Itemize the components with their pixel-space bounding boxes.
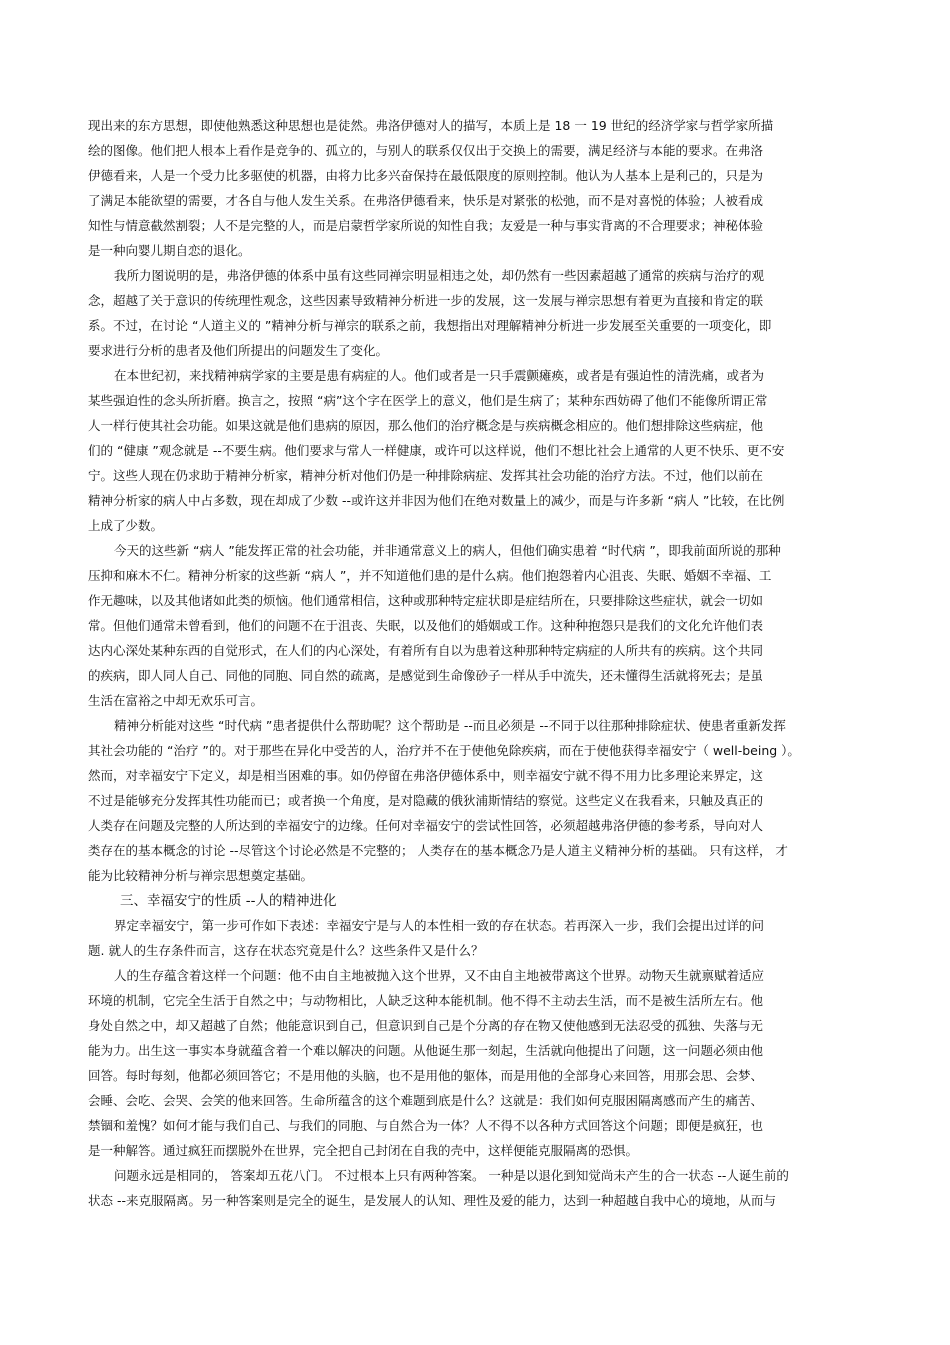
section-heading: 三、幸福安宁的性质 --人的精神进化 bbox=[120, 893, 337, 909]
text-line: 某些强迫性的念头所折磨。换言之，按照 “病”这个字在医学上的意义，他们是生病了；某种东西妨碍了他们不能像所谓正常 bbox=[88, 393, 768, 408]
text-line: 在本世纪初，来找精神病学家的主要是患有病症的人。他们或者是一只手震颤瘫痪，或者是有强迫性的清洗痛，或者为 bbox=[114, 368, 765, 383]
text-line: 其社会功能的 “治疗 ”的。对于那些在异化中受苦的人，治疗并不在于使他免除疾病，而在于使他获得幸福安宁（ well-being ）。 bbox=[88, 743, 800, 758]
text-line: 题. 就人的生存条件而言，这存在状态究竟是什么？这些条件又是什么？ bbox=[88, 943, 484, 958]
text-line: 精神分析能对这些 “时代病 ”患者提供什么帮助呢？这个帮助是 --而且必须是 --不同于以往那种排除症状、使患者重新发挥 bbox=[114, 718, 786, 733]
text-line: 念，超越了关于意识的传统理性观念，这些因素导致精神分析进一步的发展，这一发展与禅宗思想有着更为直接和肯定的联 bbox=[88, 293, 764, 308]
text-line: 身处自然之中，却又超越了自然；他能意识到自己，但意识到自己是个分离的存在物又使他感到无法忍受的孤独、失落与无 bbox=[88, 1018, 764, 1033]
text-line: 精神分析家的病人中占多数，现在却成了少数 --或许这并非因为他们在绝对数量上的减少，而是与许多新 “病人 ”比较，在比例 bbox=[88, 493, 785, 508]
text-line: 不过是能够充分发挥其性功能而已；或者换一个角度，是对隐藏的俄狄浦斯情结的察觉。这些定义在我看来，只触及真正的 bbox=[88, 793, 764, 808]
text-line: 伊德看来，人是一个受力比多驱使的机器，由将力比多兴奋保持在最低限度的原则控制。他认为人基本上是利己的，只是为 bbox=[88, 168, 764, 183]
text-line: 压抑和麻木不仁。精神分析家的这些新 “病人 ”，并不知道他们患的是什么病。他们抱怨着内心沮丧、失眠、婚姻不幸福、工 bbox=[88, 568, 772, 583]
text-line: 环境的机制，它完全生活于自然之中；与动物相比，人缺乏这种本能机制。他不得不主动去生活，而不是被生活所左右。他 bbox=[88, 993, 764, 1008]
text-line: 作无趣味，以及其他诸如此类的烦恼。他们通常相信，这种或那种特定症状即是症结所在，只要排除这些症状，就会一切如 bbox=[88, 593, 764, 608]
text-line: 人一样行使其社会功能。如果这就是他们患病的原因，那么他们的治疗概念是与疾病概念相应的。他们想排除这些病症，他 bbox=[88, 418, 764, 433]
text-line: 状态 --来克服隔离。另一种答案则是完全的诞生，是发展人的认知、理性及爱的能力，达到一种超越自我中心的境地，从而与 bbox=[88, 1193, 776, 1208]
text-line: 的疾病，即人同人自己、同他的同胞、同自然的疏离，是感觉到生命像砂子一样从手中流失，还未懂得生活就将死去；是虽 bbox=[88, 668, 764, 683]
text-line: 们的 “健康 ”观念就是 --不要生病。他们要求与常人一样健康，或许可以这样说，他们不想比社会上通常的人更不快乐、更不安 bbox=[88, 443, 785, 458]
text-line: 生活在富裕之中却无欢乐可言。 bbox=[88, 693, 264, 708]
text-line: 要求进行分析的患者及他们所提出的问题发生了变化。 bbox=[88, 343, 389, 358]
text-line: 知性与情意截然割裂；人不是完整的人，而是启蒙哲学家所说的知性自我；友爱是一种与事实背离的不合理要求；神秘体验 bbox=[88, 218, 764, 233]
text-line: 达内心深处某种东西的自觉形式，在人们的内心深处，有着所有自以为患着这种那种特定病症的人所共有的疾病。这个共同 bbox=[88, 643, 764, 658]
text-line: 人类存在问题及完整的人所达到的幸福安宁的边缘。任何对幸福安宁的尝试性回答，必须超越弗洛伊德的参考系，导向对人 bbox=[88, 818, 764, 833]
text-line: 问题永远是相同的， 答案却五花八门。 不过根本上只有两种答案。 一种是以退化到知觉尚未产生的合一状态 --人诞生前的 bbox=[114, 1168, 789, 1183]
text-line: 会睡、会吃、会哭、会笑的他来回答。生命所蕴含的这个难题到底是什么？这就是：我们如何克服困隔离感而产生的痛苦、 bbox=[88, 1093, 764, 1108]
text-line: 禁锢和羞愧？如何才能与我们自己、与我们的同胞、与自然合为一体？人不得不以各种方式回答这个问题；即便是疯狂，也 bbox=[88, 1118, 764, 1133]
text-line: 是一种解答。通过疯狂而摆脱外在世界，完全把自己封闭在自我的壳中，这样便能克服隔离的恐惧。 bbox=[88, 1143, 639, 1158]
text-line: 能为力。出生这一事实本身就蕴含着一个难以解决的问题。从他诞生那一刻起，生活就向他提出了问题，这一问题必须由他 bbox=[88, 1043, 764, 1058]
text-line: 宁。这些人现在仍求助于精神分析家，精神分析对他们仍是一种排除病症、发挥其社会功能的治疗方法。不过，他们以前在 bbox=[88, 468, 764, 483]
text-line: 人的生存蕴含着这样一个问题：他不由自主地被抛入这个世界，又不由自主地被带离这个世界。动物天生就禀赋着适应 bbox=[114, 968, 765, 983]
text-line: 类存在的基本概念的讨论 --尽管这个讨论必然是不完整的； 人类存在的基本概念乃是人道主义精神分析的基础。 只有这样， 才 bbox=[88, 843, 788, 858]
text-line: 上成了少数。 bbox=[88, 518, 164, 533]
text-line: 界定幸福安宁，第一步可作如下表述：幸福安宁是与人的本性相一致的存在状态。若再深入一步，我们会提出过详的问 bbox=[114, 918, 765, 933]
text-line: 系。不过，在讨论 “人道主义的 ”精神分析与禅宗的联系之前，我想指出对理解精神分析进一步发展至关重要的一项变化，即 bbox=[88, 318, 772, 333]
text-line: 了满足本能欲望的需要，才各自与他人发生关系。在弗洛伊德看来，快乐是对紧张的松弛，而不是对喜悦的体验；人被看成 bbox=[88, 193, 764, 208]
text-line: 现出来的东方思想，即使他熟悉这种思想也是徒然。弗洛伊德对人的描写，本质上是 18 一 19 世纪的经济学家与哲学家所描 bbox=[88, 118, 774, 133]
text-line: 是一种向婴儿期自恋的退化。 bbox=[88, 243, 251, 258]
text-line: 然而，对幸福安宁下定义，却是相当困难的事。如仍停留在弗洛伊德体系中，则幸福安宁就不得不用力比多理论来界定，这 bbox=[88, 768, 764, 783]
text-line: 常。但他们通常未曾看到，他们的问题不在于沮丧、失眠，以及他们的婚姻或工作。这种种抱怨只是我们的文化允许他们表 bbox=[88, 618, 764, 633]
text-line: 能为比较精神分析与禅宗思想奠定基础。 bbox=[88, 868, 314, 883]
text-line: 绘的图像。他们把人根本上看作是竞争的、孤立的，与别人的联系仅仅出于交换上的需要，满足经济与本能的要求。在弗洛 bbox=[88, 143, 764, 158]
text-line: 我所力图说明的是，弗洛伊德的体系中虽有这些同禅宗明显相违之处，却仍然有一些因素超越了通常的疾病与治疗的观 bbox=[114, 268, 765, 283]
text-line: 今天的这些新 “病人 ”能发挥正常的社会功能，并非通常意义上的病人，但他们确实患着 “时代病 ”，即我前面所说的那种 bbox=[114, 543, 781, 558]
text-line: 回答。每时每刻，他都必须回答它；不是用他的头脑，也不是用他的躯体，而是用他的全部身心来回答，用那会思、会梦、 bbox=[88, 1068, 764, 1083]
